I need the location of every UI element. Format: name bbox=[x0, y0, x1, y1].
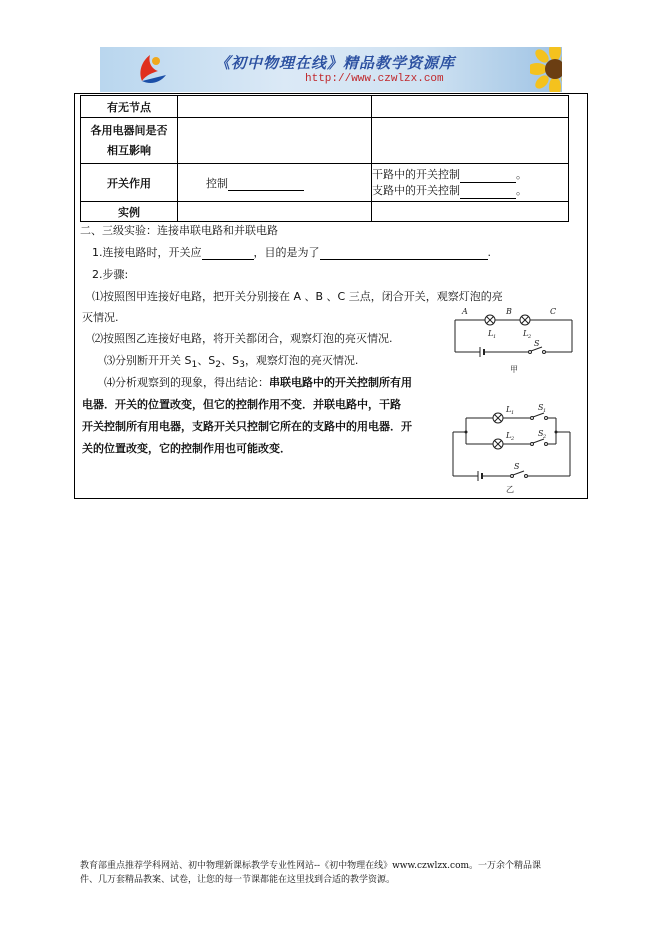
branch-switch-label: 支路中的开关控制 bbox=[372, 183, 460, 197]
lamp-l1-label: L bbox=[488, 329, 494, 338]
table-row bbox=[81, 118, 569, 164]
switch-s2-label: S bbox=[538, 429, 544, 438]
step-1 bbox=[92, 246, 491, 260]
step-2-3-text: 、S bbox=[197, 354, 216, 367]
conclusion-line3: 开关控制所有用电器，支路开关只控制它所在的支路中的用电器．开 bbox=[82, 420, 412, 433]
banner-url[interactable]: http://www.czwlzx.com bbox=[305, 73, 444, 85]
answer-blank[interactable] bbox=[460, 171, 516, 183]
series-switch-label: 控制 bbox=[206, 176, 228, 190]
subscript: 2 bbox=[215, 359, 222, 371]
subscript: 1 bbox=[493, 334, 497, 340]
answer-blank[interactable] bbox=[228, 179, 304, 191]
row-header-line: 相互影响 bbox=[107, 143, 151, 157]
table-cell bbox=[178, 118, 372, 164]
step-1-text: ，目的是为了 bbox=[253, 246, 320, 259]
footer-line1: 教育部重点推荐学科网站、初中物理新课标教学专业性网站--《初中物理在线》www.czwlzx.com。一万余个精品课 bbox=[80, 861, 542, 871]
table-cell bbox=[178, 96, 372, 118]
table-cell bbox=[178, 202, 372, 222]
section-heading bbox=[80, 224, 278, 238]
step-2-3-text: 、S bbox=[221, 354, 240, 367]
switch-s-label: S bbox=[514, 462, 520, 471]
lamp-l2-label: L bbox=[506, 431, 512, 440]
point-a-label: A bbox=[462, 307, 468, 316]
table-row bbox=[81, 164, 569, 202]
answer-blank[interactable] bbox=[320, 248, 488, 260]
section-heading-prefix: 二、三级实验： bbox=[80, 224, 157, 237]
row-header-line: 各用电器间是否 bbox=[90, 123, 168, 137]
table-cell bbox=[178, 164, 372, 202]
section-heading-text: 连接串联电路和并联电路 bbox=[157, 224, 278, 237]
lamp-l2-label: L bbox=[523, 329, 529, 338]
end-mark: 。 bbox=[516, 183, 527, 197]
lamp-l1-label: L bbox=[506, 405, 512, 414]
main-switch-label: 干路中的开关控制 bbox=[372, 167, 460, 181]
diagram-caption-jia: 甲 bbox=[510, 365, 518, 374]
answer-blank[interactable] bbox=[460, 187, 516, 199]
sunflower-icon bbox=[530, 47, 562, 92]
series-circuit-diagram bbox=[450, 300, 580, 380]
parallel-circuit-diagram bbox=[448, 400, 578, 495]
subscript: 2 bbox=[543, 434, 547, 440]
step-2-heading: 2.步骤: bbox=[92, 268, 129, 281]
banner-title: 《初中物理在线》精品教学资源库 bbox=[215, 54, 456, 72]
logo-icon bbox=[130, 51, 170, 89]
step-2-3-text: ，观察灯泡的亮灭情况. bbox=[244, 354, 359, 367]
step-2-3-text: ⑶分别断开开关 S bbox=[104, 354, 192, 367]
step-2-1-line2: 灭情况. bbox=[82, 311, 119, 324]
step-2-3 bbox=[104, 354, 358, 372]
step-2-2: ⑵按照图乙连接好电路，将开关都闭合，观察灯泡的亮灭情况. bbox=[92, 332, 393, 345]
point-b-label: B bbox=[506, 307, 512, 316]
step-1-end: . bbox=[487, 246, 491, 259]
table-cell bbox=[372, 96, 569, 118]
row-header: 有无节点 bbox=[81, 96, 178, 118]
row-header bbox=[81, 118, 178, 164]
step-2-4-line1 bbox=[104, 376, 412, 390]
diagram-caption-yi: 乙 bbox=[506, 485, 514, 494]
row-header: 开关作用 bbox=[81, 164, 178, 202]
point-c-label: C bbox=[550, 307, 557, 316]
comparison-table bbox=[80, 95, 569, 222]
end-mark: 。 bbox=[516, 167, 527, 181]
switch-s1-label: S bbox=[538, 403, 544, 412]
subscript: 2 bbox=[528, 334, 532, 340]
step-2-4-text: ⑷分析观察到的现象，得出结论： bbox=[104, 376, 269, 389]
row-header: 实例 bbox=[81, 202, 178, 222]
subscript: 1 bbox=[511, 410, 515, 416]
table-cell bbox=[372, 202, 569, 222]
table-cell bbox=[372, 164, 569, 202]
switch-s-label: S bbox=[534, 339, 540, 348]
answer-blank[interactable] bbox=[202, 248, 254, 260]
header-banner bbox=[100, 47, 562, 92]
step-1-text: 1.连接电路时，开关应 bbox=[92, 246, 202, 259]
step-2-1-line1: ⑴按照图甲连接好电路，把开关分别接在 A 、B 、C 三点，闭合开关，观察灯泡的亮 bbox=[92, 290, 503, 303]
conclusion-line4: 关的位置改变，它的控制作用也可能改变． bbox=[82, 442, 291, 455]
table-cell bbox=[372, 118, 569, 164]
table-row bbox=[81, 202, 569, 222]
subscript: 1 bbox=[191, 359, 198, 371]
footer-line2: 件、几万套精品教案、试卷，让您的每一节课都能在这里找到合适的教学资源。 bbox=[80, 875, 396, 885]
conclusion-text: 串联电路中的开关控制所有用 bbox=[269, 376, 412, 389]
subscript: 3 bbox=[239, 359, 245, 371]
table-row bbox=[81, 96, 569, 118]
conclusion-line2: 电器．开关的位置改变，但它的控制作用不变．并联电路中，干路 bbox=[82, 398, 401, 411]
subscript: 1 bbox=[543, 408, 547, 414]
subscript: 2 bbox=[511, 436, 515, 442]
